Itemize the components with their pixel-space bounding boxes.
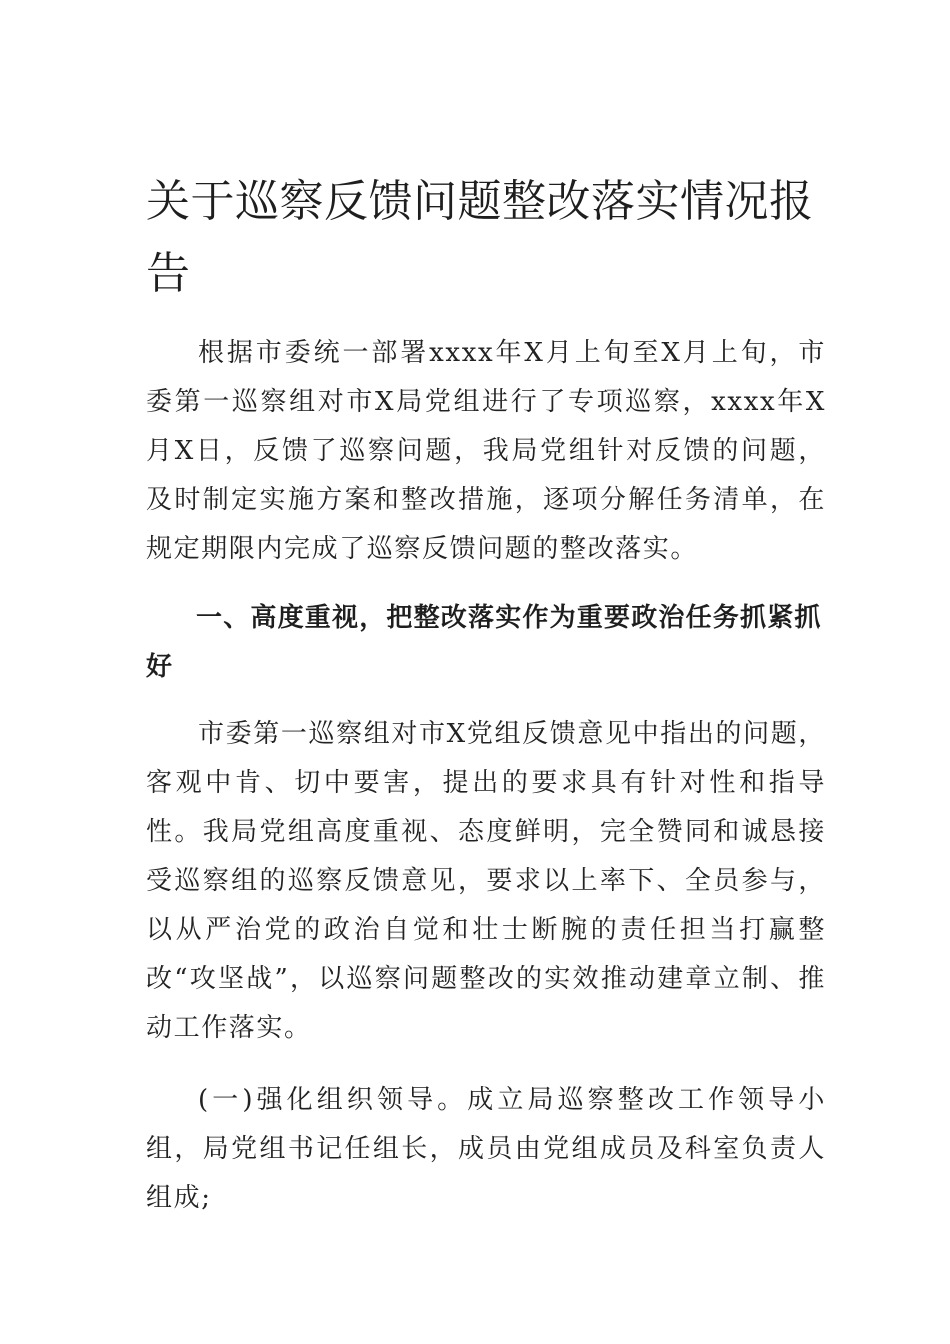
document-title: 关于巡察反馈问题整改落实情况报告 bbox=[146, 176, 814, 299]
subsection-paragraph: (一)强化组织领导。成立局巡察整改工作领导小组，局党组书记任组长，成员由党组成员及科室负责人组成; bbox=[146, 1085, 826, 1213]
section-heading: 一、高度重视，把整改落实作为重要政治任务抓紧抓好 bbox=[146, 603, 822, 682]
intro-paragraph: 根据市委统一部署xxxx年X月上旬至X月上旬，市委第一巡察组对市X局党组进行了专项巡察，xxxx年X月X日，反馈了巡察问题，我局党组针对反馈的问题，及时制定实施方案和整改措施，逐项分解任务清单，在规定期限内完成了巡察反馈问题的整改落实。 bbox=[146, 338, 826, 564]
section-paragraph: 市委第一巡察组对市X党组反馈意见中指出的问题，客观中肯、切中要害，提出的要求具有针对性和指导性。我局党组高度重视、态度鲜明，完全赞同和诚恳接受巡察组的巡察反馈意见，要求以上率下、全员参与，以从严治党的政治自觉和壮士断腕的责任担当打赢整改“攻坚战”，以巡察问题整改的实效推动建章立制、推动工作落实。 bbox=[146, 719, 826, 1043]
